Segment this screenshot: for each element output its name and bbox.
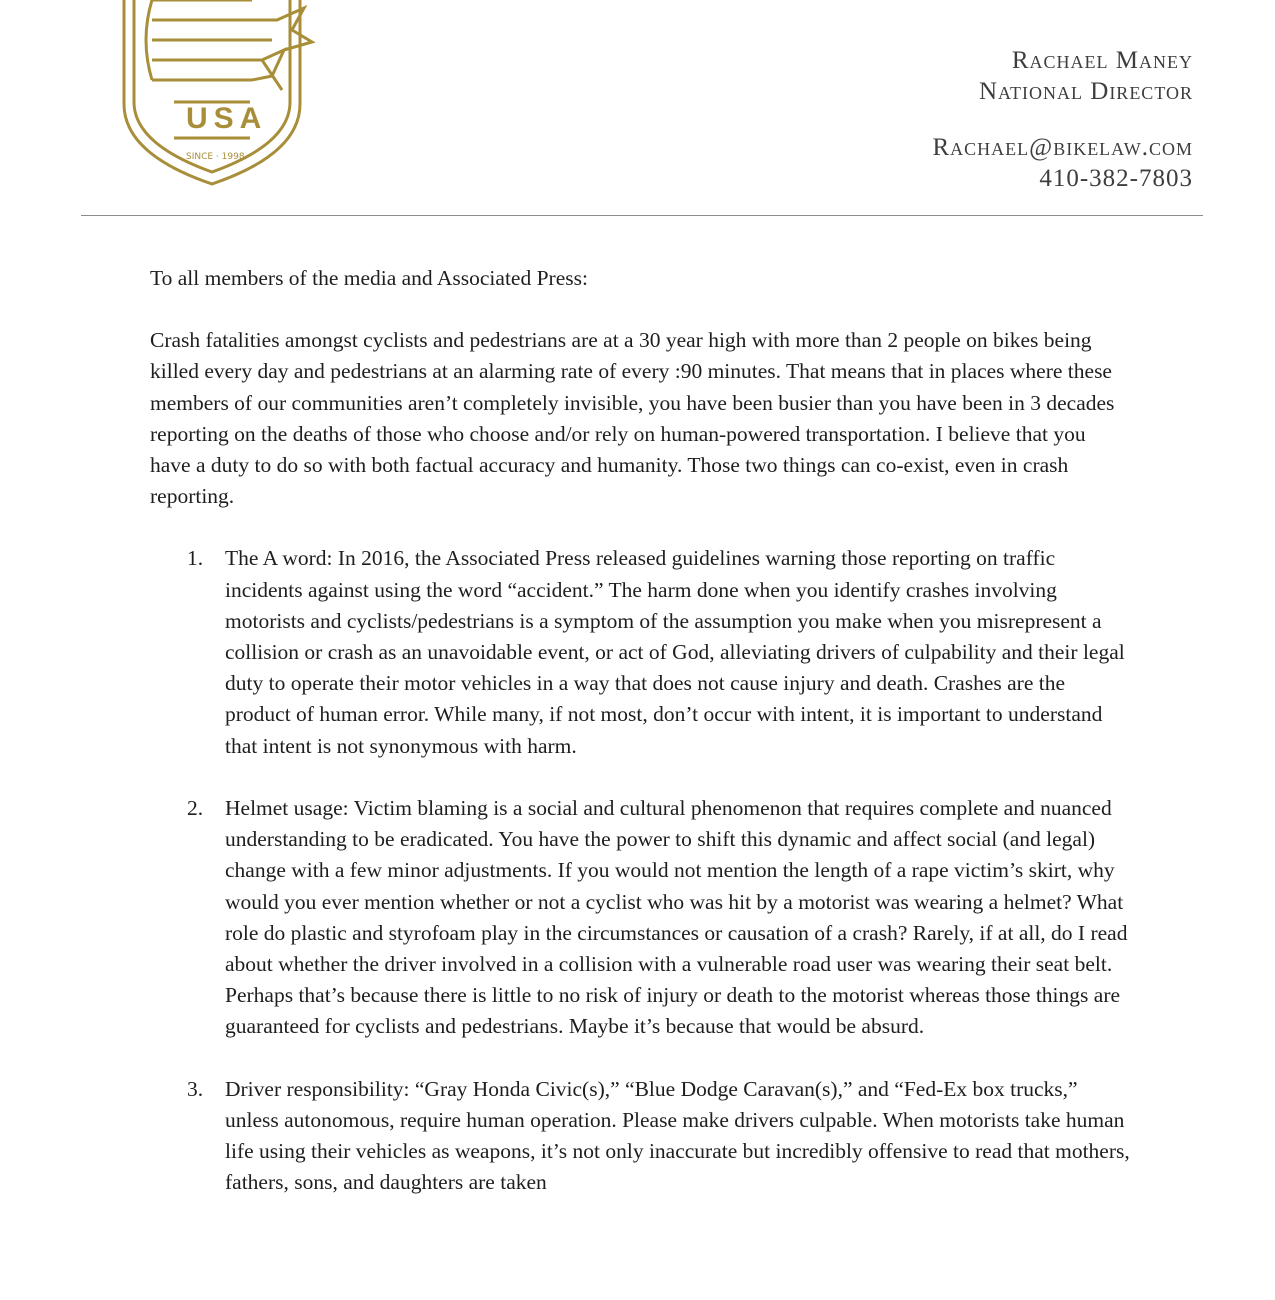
logo-arc-text: SINCE · 1998 [186,152,245,162]
list-item-text: The A word: In 2016, the Associated Press released guidelines warning those reporting on traffic incidents against using the word “accident.” The harm done when you identify crashes involving motorists and cyclists/pedestrians is a symptom of the assumption you make when you misrepresent a collision or crash as an unavoidable event, or act of God, alleviating drivers of culpability and their legal duty to operate their motor vehicles in a way that does not cause injury and death. Crashes are the product of human error. While many, if not most, don’t occur with intent, it is important to understand that intent is not synonymous with harm. [225,546,1125,758]
list-item-number: 3. [187,1076,204,1101]
contact-email[interactable]: Rachael@bikelaw.com [932,134,1193,161]
letter-body [150,263,1130,1230]
list-item-number: 1. [187,546,204,571]
list-item [150,1074,1130,1199]
numbered-list [150,543,1130,1198]
header-divider [81,215,1203,216]
salutation: To all members of the media and Associated Press: [150,266,588,290]
contact-block [933,45,1194,194]
contact-phone: 410-382-7803 [1039,165,1193,192]
intro-paragraph: Crash fatalities amongst cyclists and pedestrians are at a 30 year high with more than 2 people on bikes being killed every day and pedestrians at an alarming rate of every :90 minutes. That means that in places where these members of our communities aren’t completely invisible, you have been busier than you have been in 3 decades reporting on the deaths of those who choose and/or rely on human-powered transportation. I believe that you have a duty to do so with both factual accuracy and humanity. Those two things can co-exist, even in crash reporting. [150,328,1115,509]
list-item [150,793,1130,1043]
list-item [150,543,1130,761]
contact-title: National Director [978,78,1193,105]
list-item-text: Driver responsibility: “Gray Honda Civic(s),” “Blue Dodge Caravan(s),” and “Fed-Ex box trucks,” unless autonomous, require human operation. Please make drivers culpable. When motorists take human life using their vehicles as weapons, it’s not only inaccurate but incredibly offensive to read that mothers, fathers, sons, and daughters are taken [225,1076,1130,1195]
list-item-number: 2. [187,796,204,821]
list-item-text: Helmet usage: Victim blaming is a social and cultural phenomenon that requires complete and nuanced understanding to be eradicated. You have the power to shift this dynamic and affect social (and legal) change with a few minor adjustments. If you would not mention the length of a rape victim’s skirt, why would you ever mention whether or not a cyclist who was hit by a motorist was wearing a helmet? What role do plastic and styrofoam play in the circumstances or causation of a crash? Rarely, if at all, do I read about whether the driver involved in a collision with a vulnerable road user was wearing their seat belt. Perhaps that’s because there is little to no risk of injury or death to the motorist whereas those things are guaranteed for cyclists and pedestrians. Maybe it’s because that would be absurd. [225,796,1128,1039]
logo-wordmark: USA [186,102,268,135]
contact-name: Rachael Maney [1011,47,1193,74]
